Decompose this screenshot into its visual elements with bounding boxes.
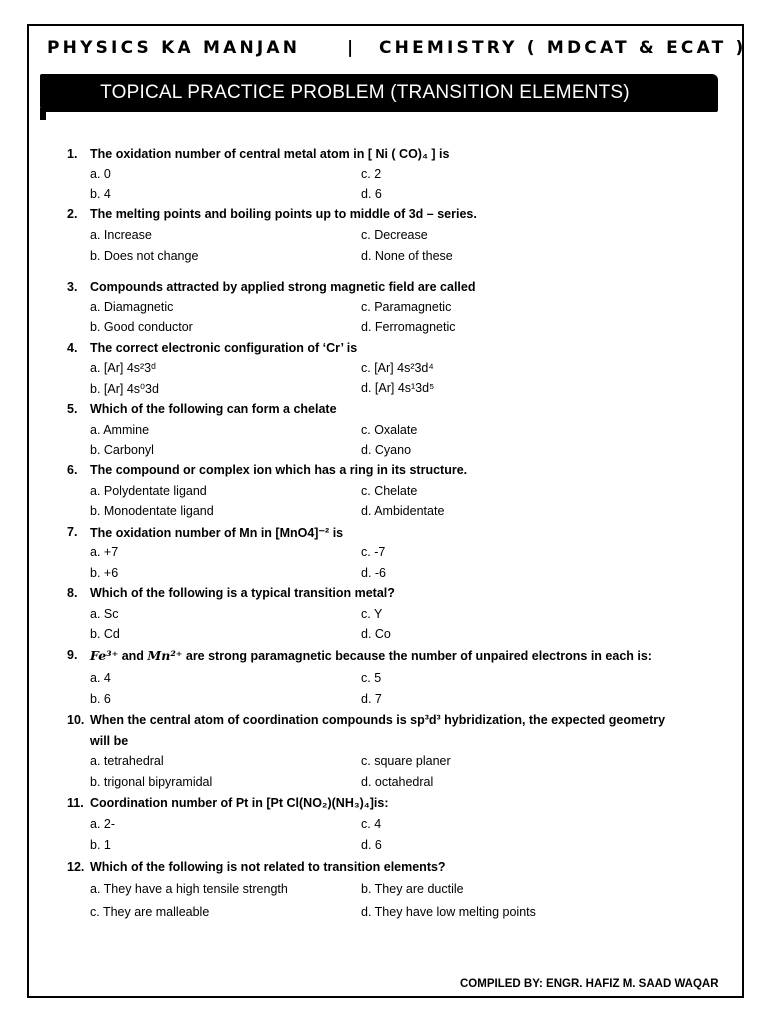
option-c: c. Y [361, 607, 383, 621]
option-d: d. Ambidentate [361, 504, 445, 518]
option-c: c. Decrease [361, 228, 428, 242]
option-a: a. Diamagnetic [90, 300, 174, 314]
option-c: c. [Ar] 4s²3d⁴ [361, 361, 434, 375]
question-number: 8. [67, 586, 78, 600]
question-number: 10. [67, 713, 85, 727]
compiled-by-credit: COMPILED BY: ENGR. HAFIZ M. SAAD WAQAR [460, 978, 719, 990]
option-a: a. Sc [90, 607, 119, 621]
option-a: a. tetrahedral [90, 754, 164, 768]
option-a: a. Ammine [90, 423, 150, 437]
option-a: a. Increase [90, 228, 152, 242]
mn2-formula: Mn²⁺ [147, 648, 183, 663]
question-number: 12. [67, 860, 85, 874]
question-text [90, 648, 652, 663]
option-a: a. +7 [90, 545, 119, 559]
option-b: b. 6 [90, 692, 111, 706]
option-b: b. They are ductile [361, 882, 464, 896]
option-b: b. [Ar] 4s⁰3d [90, 382, 159, 396]
question-text: The oxidation number of Mn in [MnO4]⁻² is [90, 526, 344, 540]
option-b: b. 1 [90, 838, 111, 852]
option-c: c. They are malleable [90, 905, 210, 919]
question-number: 2. [67, 207, 78, 221]
option-d: d. Co [361, 627, 391, 641]
question-text: When the central atom of coordination compounds is sp³d³ hybridization, the expected geometry [90, 713, 666, 727]
option-a: a. They have a high tensile strength [90, 882, 288, 896]
question-text: Which of the following is a typical transition metal? [90, 586, 395, 600]
option-d: d. 7 [361, 692, 382, 706]
option-a: a. 0 [90, 167, 111, 181]
question-text-rest: are strong paramagnetic because the number of unpaired electrons in each is: [182, 649, 652, 663]
header-separator: | [347, 38, 357, 58]
option-a: a. 4 [90, 671, 111, 685]
question-number: 9. [67, 648, 78, 662]
option-a: a. Polydentate ligand [90, 484, 207, 498]
option-c: c. 5 [361, 671, 382, 685]
question-text: Coordination number of Pt in [Pt Cl(NO₂)(NH₃)₄]is: [90, 796, 389, 810]
question-number: 5. [67, 402, 78, 416]
option-b: b. Does not change [90, 249, 199, 263]
question-text: The compound or complex ion which has a ring in its structure. [90, 463, 468, 477]
option-a: a. [Ar] 4s²3ᵈ [90, 361, 156, 375]
question-text: The oxidation number of central metal atom in [ Ni ( CO)₄ ] is [90, 147, 450, 161]
question-number: 6. [67, 463, 78, 477]
question-number: 11. [67, 796, 84, 810]
question-number: 7. [67, 525, 78, 539]
question-number: 4. [67, 341, 78, 355]
option-d: d. 6 [361, 187, 382, 201]
question-text: Compounds attracted by applied strong magnetic field are called [90, 280, 476, 294]
option-d: d. octahedral [361, 775, 434, 789]
option-b: b. 4 [90, 187, 111, 201]
option-c: c. 2 [361, 167, 382, 181]
question-text: Which of the following can form a chelate [90, 402, 337, 416]
option-d: d. They have low melting points [361, 905, 536, 919]
question-text-line2: will be [90, 734, 129, 748]
header-left-title: PHYSICS KA MANJAN [47, 38, 301, 58]
option-a: a. 2- [90, 817, 116, 831]
option-d: d. -6 [361, 566, 387, 580]
question-number: 1. [67, 147, 78, 161]
option-c: c. Paramagnetic [361, 300, 452, 314]
option-c: c. Oxalate [361, 423, 418, 437]
banner-title: TOPICAL PRACTICE PROBLEM (TRANSITION ELEMENTS) [100, 82, 630, 103]
question-number: 3. [67, 280, 78, 294]
option-c: c. 4 [361, 817, 382, 831]
option-b: b. +6 [90, 566, 119, 580]
question-text: The correct electronic configuration of ‘Cr’ is [90, 341, 358, 355]
option-b: b. Carbonyl [90, 443, 154, 457]
option-d: d. Cyano [361, 443, 412, 457]
option-c: c. square planer [361, 754, 451, 768]
fe3-formula: Fe³⁺ [90, 648, 119, 663]
option-b: b. trigonal bipyramidal [90, 775, 213, 789]
option-d: d. [Ar] 4s¹3d⁵ [361, 381, 435, 395]
option-b: b. Cd [90, 627, 120, 641]
option-d: d. 6 [361, 838, 382, 852]
option-b: b. Monodentate ligand [90, 504, 214, 518]
option-c: c. Chelate [361, 484, 418, 498]
option-d: d. None of these [361, 249, 453, 263]
question-text: The melting points and boiling points up to middle of 3d – series. [90, 207, 477, 221]
formula-joiner: and [118, 649, 148, 663]
option-b: b. Good conductor [90, 320, 193, 334]
question-text: Which of the following is not related to transition elements? [90, 860, 446, 874]
header-right-title: CHEMISTRY ( MDCAT & ECAT ) [379, 38, 747, 58]
option-d: d. Ferromagnetic [361, 320, 456, 334]
option-c: c. -7 [361, 545, 386, 559]
